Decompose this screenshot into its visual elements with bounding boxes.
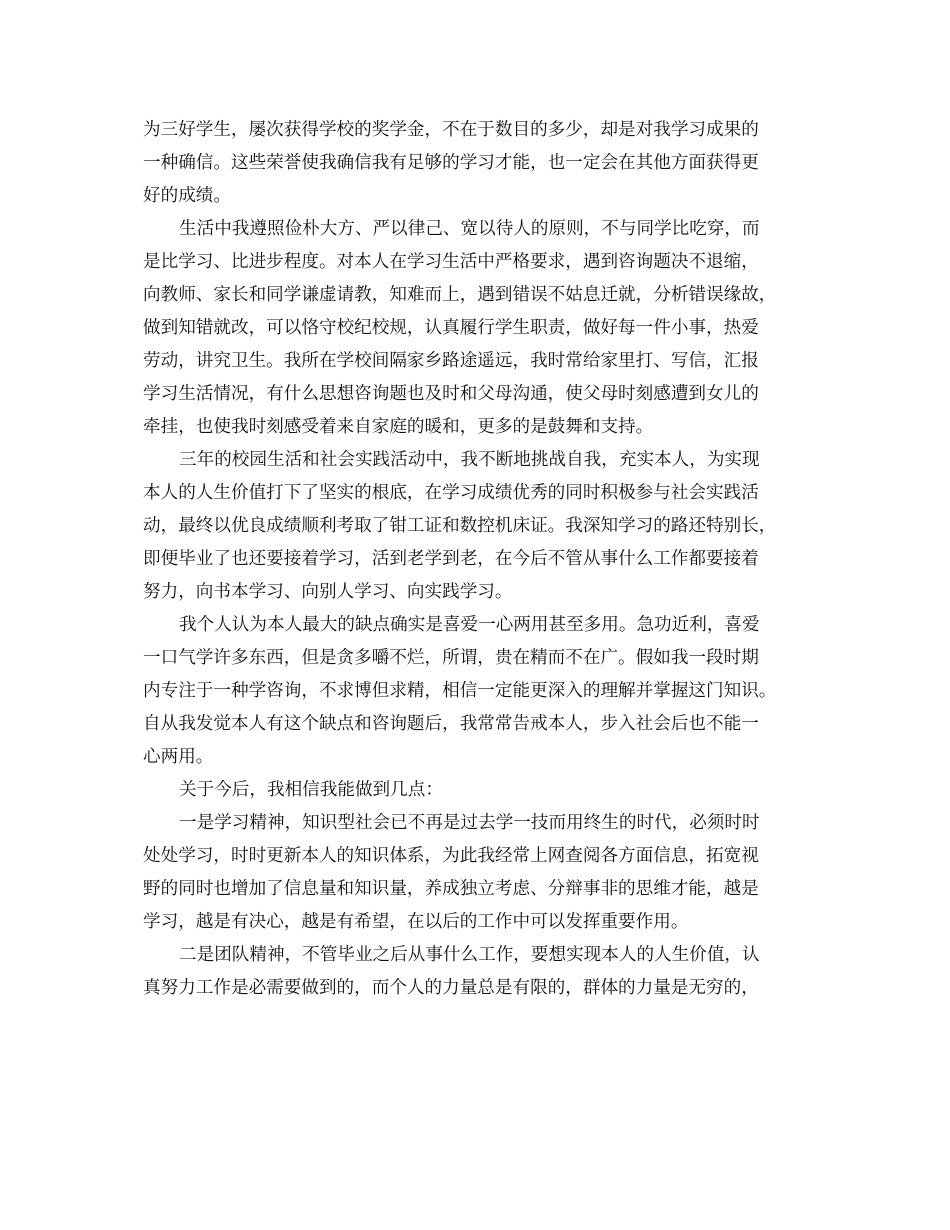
text-line: 真努力工作是必需要做到的，而个人的力量总是有限的，群体的力量是无穷的， xyxy=(143,978,759,998)
text-line: 动，最终以优良成绩顺利考取了钳工证和数控机床证。我深知学习的路还特别长， xyxy=(143,516,777,536)
text-line: 一口气学许多东西，但是贪多嚼不烂，所谓，贵在精而不在广。假如我一段时期 xyxy=(143,648,759,668)
paragraph-start-line: 关于今后，我相信我能做到几点： xyxy=(179,780,443,800)
paragraph-start-line: 二是团队精神，不管毕业之后从事什么工作，要想实现本人的人生价值，认 xyxy=(179,945,760,965)
text-line: 即便毕业了也还要接着学习，活到老学到老，在今后不管从事什么工作都要接着 xyxy=(143,549,759,569)
text-line: 学习生活情况，有什么思想咨询题也及时和父母沟通，使父母时刻感遭到女儿的 xyxy=(143,384,759,404)
text-line: 一种确信。这些荣誉使我确信我有足够的学习才能，也一定会在其他方面获得更 xyxy=(143,153,759,173)
text-line: 内专注于一种学咨询，不求博但求精，相信一定能更深入的理解并掌握这门知识。 xyxy=(143,681,777,701)
text-line: 牵挂，也使我时刻感受着来自家庭的暖和，更多的是鼓舞和支持。 xyxy=(143,417,654,437)
paragraph-start-line: 生活中我遵照俭朴大方、严以律己、宽以待人的原则，不与同学比吃穿，而 xyxy=(179,219,760,239)
text-line: 自从我发觉本人有这个缺点和咨询题后，我常常告戒本人，步入社会后也不能一 xyxy=(143,714,759,734)
text-line: 做到知错就改，可以恪守校纪校规，认真履行学生职责，做好每一件小事，热爱 xyxy=(143,318,759,338)
text-line: 好的成绩。 xyxy=(143,186,231,206)
text-line: 努力，向书本学习、向别人学习、向实践学习。 xyxy=(143,582,513,602)
text-line: 心两用。 xyxy=(143,747,214,767)
text-line: 本人的人生价值打下了坚实的根底，在学习成绩优秀的同时积极参与社会实践活 xyxy=(143,483,759,503)
text-line: 向教师、家长和同学谦虚请教，知难而上，遇到错误不姑息迁就，分析错误缘故， xyxy=(143,285,777,305)
text-line: 处处学习，时时更新本人的知识体系，为此我经常上网查阅各方面信息，拓宽视 xyxy=(143,846,759,866)
text-line: 劳动，讲究卫生。我所在学校间隔家乡路途遥远，我时常给家里打、写信，汇报 xyxy=(143,351,759,371)
body-text xyxy=(143,114,805,1005)
text-line: 学习，越是有决心，越是有希望，在以后的工作中可以发挥重要作用。 xyxy=(143,912,689,932)
paragraph-start-line: 一是学习精神，知识型社会已不再是过去学一技而用终生的时代，必须时时 xyxy=(179,813,760,833)
paragraph-start-line: 三年的校园生活和社会实践活动中，我不断地挑战自我，充实本人，为实现 xyxy=(179,450,760,470)
text-line: 野的同时也增加了信息量和知识量，养成独立考虑、分辩事非的思维才能，越是 xyxy=(143,879,759,899)
text-line: 是比学习、比进步程度。对本人在学习生活中严格要求，遇到咨询题决不退缩， xyxy=(143,252,759,272)
text-line: 为三好学生，屡次获得学校的奖学金，不在于数目的多少，却是对我学习成果的 xyxy=(143,120,759,140)
paragraph-start-line: 我个人认为本人最大的缺点确实是喜爱一心两用甚至多用。急功近利，喜爱 xyxy=(179,615,760,635)
